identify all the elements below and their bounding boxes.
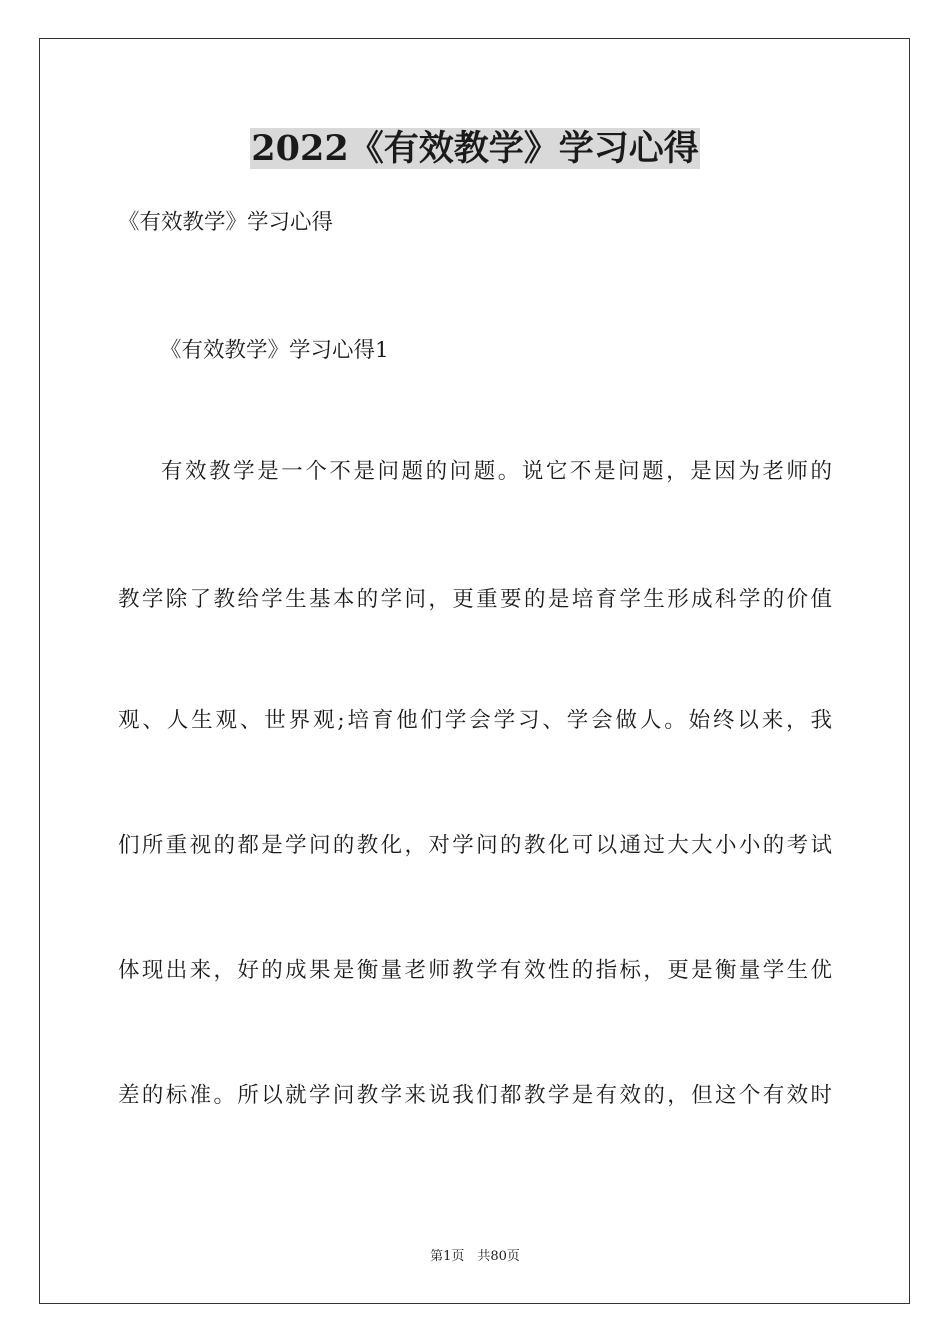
section-heading: 《有效教学》学习心得1 [160, 338, 389, 363]
document-title-text: 2022《有效教学》学习心得 [251, 128, 699, 169]
document-title [0, 126, 950, 172]
paragraph-line: 观、人生观、世界观;培育他们学会学习、学会做人。始终以来，我 [118, 708, 832, 733]
page-number-footer: 第1页 共80页 [430, 1249, 520, 1264]
paragraph-line: 有效教学是一个不是问题的问题。说它不是问题，是因为老师的 [161, 459, 832, 484]
paragraph-line: 教学除了教给学生基本的学问，更重要的是培育学生形成科学的价值 [118, 587, 832, 612]
paragraph-line: 差的标准。所以就学问教学来说我们都教学是有效的，但这个有效时 [118, 1083, 832, 1108]
paragraph-line: 体现出来，好的成果是衡量老师教学有效性的指标，更是衡量学生优 [118, 958, 832, 983]
paragraph-line: 们所重视的都是学问的教化，对学问的教化可以通过大大小小的考试 [118, 833, 832, 858]
document-subtitle: 《有效教学》学习心得 [118, 210, 334, 235]
